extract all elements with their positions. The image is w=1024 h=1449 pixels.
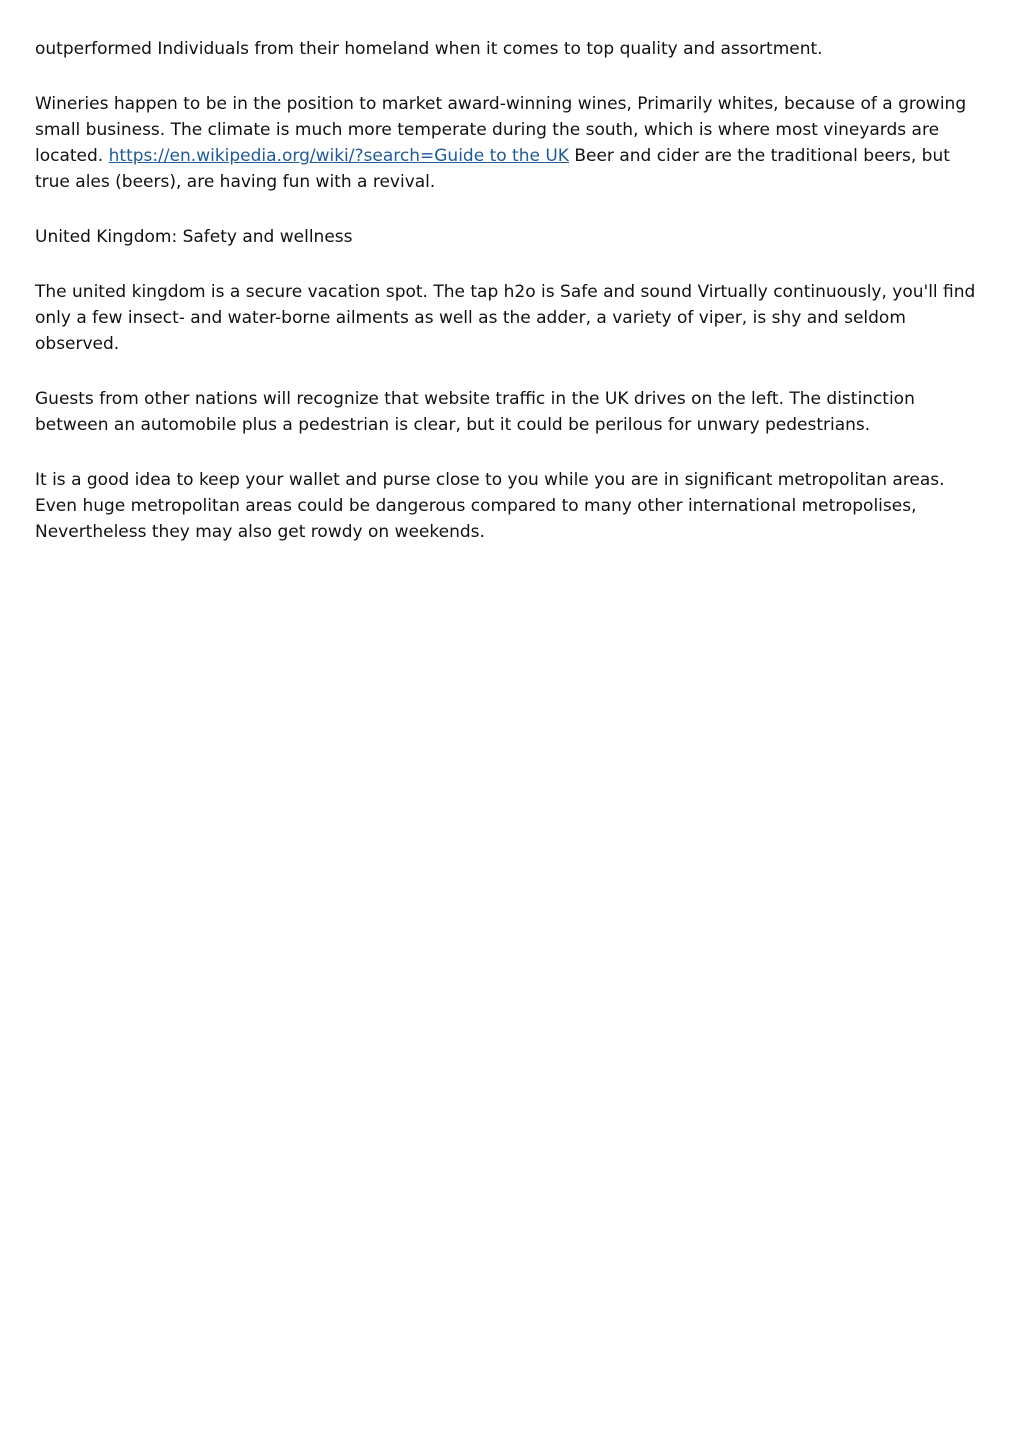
paragraph-text: It is a good idea to keep your wallet and purse close to you while you are in significant metropolitan areas. Even huge metropolitan areas could be dangerous compared to many other international metropolises, Nevertheless they may also get rowdy on weekends. — [35, 470, 945, 542]
paragraph-wineries — [35, 91, 985, 195]
paragraph-text: outperformed Individuals from their homeland when it comes to top quality and assortment. — [35, 39, 823, 59]
paragraph-text: Guests from other nations will recognize that website traffic in the UK drives on the left. The distinction between an automobile plus a pedestrian is clear, but it could be perilous for unwary pedestrians. — [35, 389, 915, 435]
wikipedia-guide-link[interactable]: https://en.wikipedia.org/wiki/?search=Guide to the UK — [108, 146, 569, 166]
heading-text: United Kingdom: Safety and wellness — [35, 227, 353, 247]
paragraph-safety — [35, 279, 985, 357]
paragraph-intro-continuation — [35, 36, 985, 62]
document-body — [35, 36, 985, 574]
paragraph-metropolitan — [35, 467, 985, 545]
paragraph-text: The united kingdom is a secure vacation spot. The tap h2o is Safe and sound Virtually continuously, you'll find only a few insect- and water-borne ailments as well as the adder, a variety of viper, is shy and seldom observed. — [35, 282, 976, 354]
paragraph-text: Wineries happen to be in the position to market award-winning wines, Primarily whites, because of a growing small business. The climate is much more temperate during the south, which is where most vineyards are located. — [35, 94, 967, 166]
paragraph-traffic — [35, 386, 985, 438]
paragraph-text: Beer and cider are the traditional beers, but true ales (beers), are having fun with a revival. — [35, 146, 950, 192]
section-heading-safety — [35, 224, 985, 250]
